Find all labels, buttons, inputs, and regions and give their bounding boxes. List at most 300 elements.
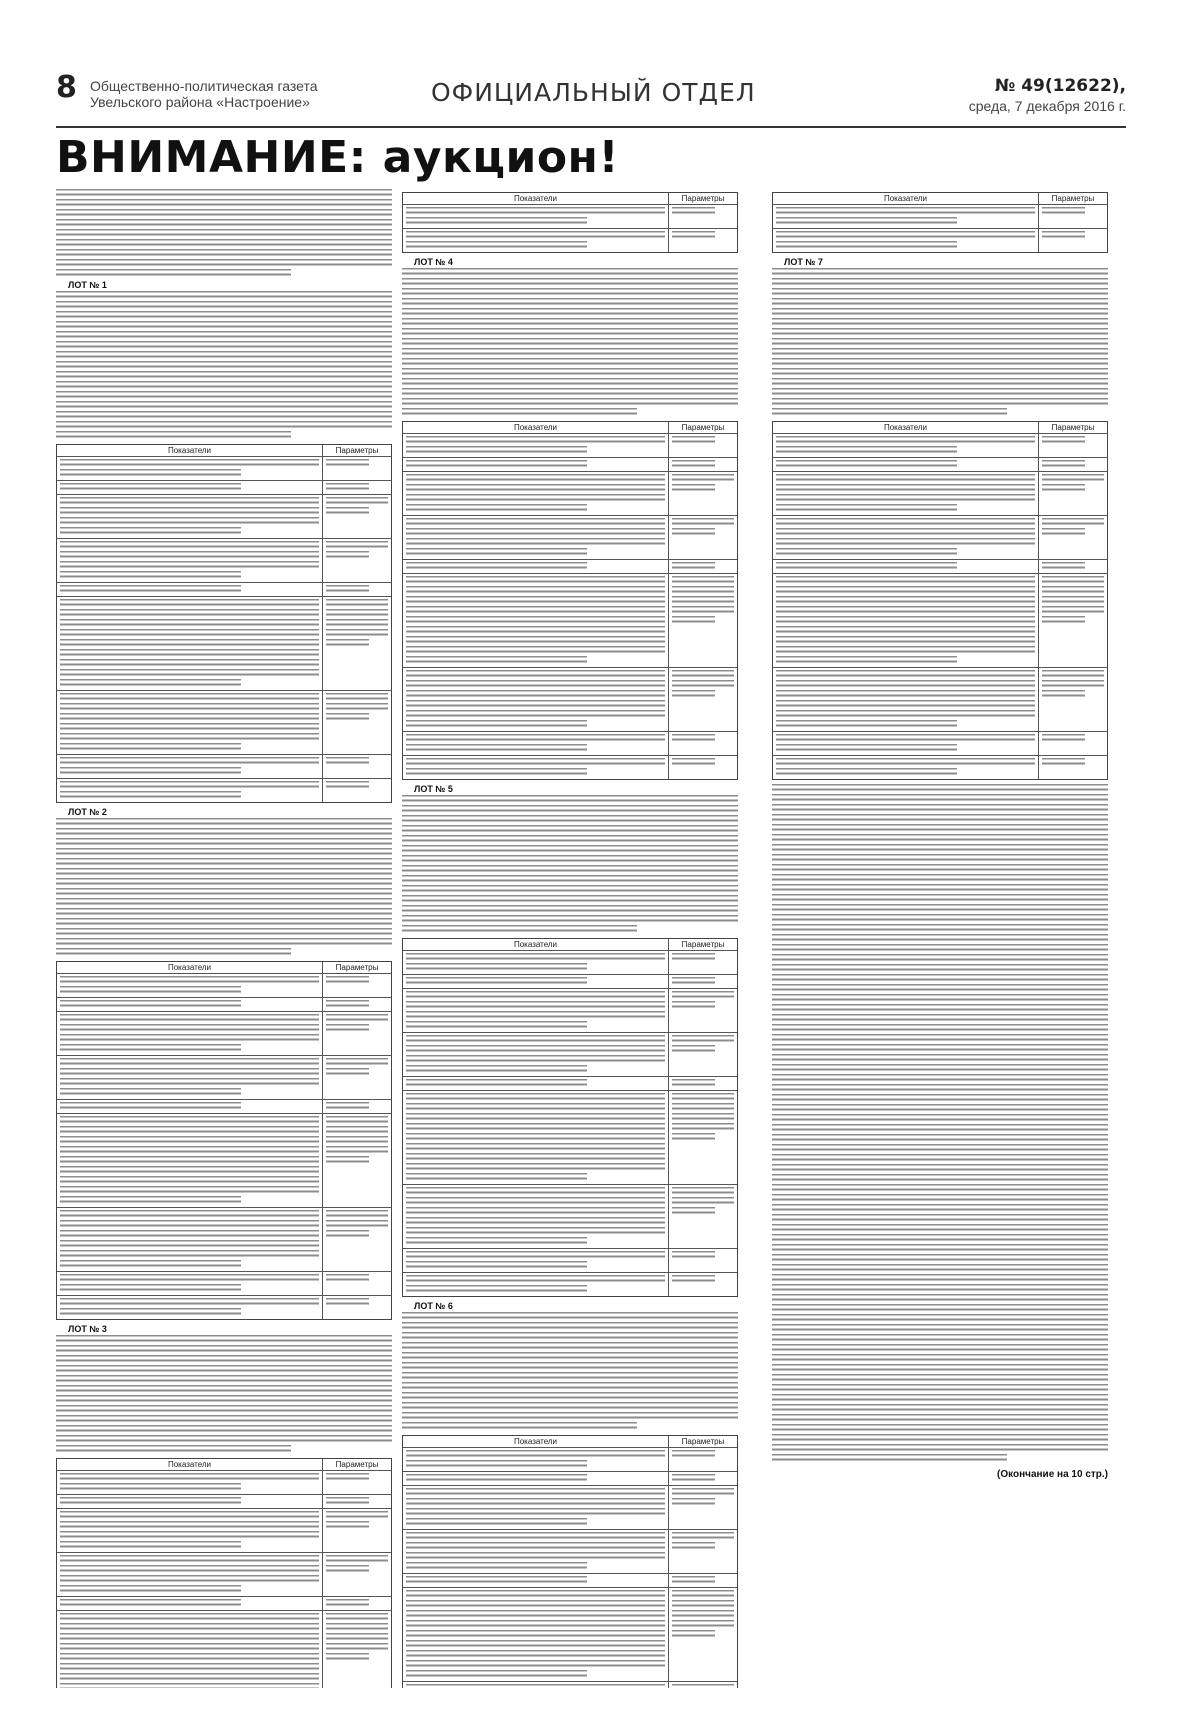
text-line	[60, 1585, 241, 1594]
text-line	[402, 915, 738, 924]
text-line	[56, 838, 392, 847]
text-line	[60, 1126, 319, 1135]
table-cell	[1039, 574, 1107, 667]
table-row	[403, 951, 737, 975]
table-row	[403, 1472, 737, 1486]
text-line	[406, 1207, 665, 1216]
text-line	[60, 669, 319, 678]
text-line	[56, 259, 392, 268]
text-line	[672, 1590, 734, 1599]
text-line	[1042, 562, 1085, 571]
table-cell	[773, 516, 1039, 559]
table-cell	[669, 732, 737, 755]
text-line	[772, 824, 1108, 833]
table-cell	[323, 1471, 391, 1494]
text-line	[326, 609, 388, 618]
text-line	[672, 977, 715, 986]
text-line	[60, 1633, 319, 1642]
text-line	[406, 977, 587, 986]
text-line	[60, 1663, 319, 1672]
text-line	[772, 338, 1108, 347]
table-cell	[669, 1185, 737, 1248]
text-line	[406, 241, 587, 250]
text-line	[56, 209, 392, 218]
text-line	[406, 1600, 665, 1609]
text-line	[772, 1164, 1108, 1173]
table-cell	[57, 1509, 323, 1552]
text-line	[402, 1352, 738, 1361]
text-line	[776, 720, 957, 729]
text-line	[56, 888, 392, 897]
text-line	[772, 1324, 1108, 1333]
text-line	[772, 1174, 1108, 1183]
table-cell	[669, 458, 737, 471]
continued-note: (Окончание на 10 стр.)	[997, 1469, 1108, 1480]
table-row	[57, 998, 391, 1012]
text-line	[672, 518, 734, 527]
text-line	[776, 528, 1035, 537]
text-line	[406, 1450, 665, 1459]
text-line	[672, 596, 734, 605]
table-header-row	[403, 193, 737, 205]
text-line	[772, 1274, 1108, 1283]
table-cell	[323, 481, 391, 494]
text-line	[772, 1234, 1108, 1243]
text-line	[326, 703, 388, 712]
text-line	[406, 1488, 665, 1497]
parameters-table	[402, 1435, 738, 1688]
text-line	[406, 1153, 665, 1162]
text-line	[60, 1196, 241, 1205]
text-line	[672, 616, 715, 625]
table-cell	[403, 1185, 669, 1248]
text-line	[326, 1156, 369, 1165]
text-line	[772, 974, 1108, 983]
text-line	[1042, 474, 1104, 483]
table-cell	[669, 756, 737, 779]
table-header-row	[57, 445, 391, 457]
text-line	[406, 1187, 665, 1196]
text-line	[406, 606, 665, 615]
table-cell	[669, 975, 737, 988]
text-line	[672, 1576, 715, 1585]
text-line	[60, 767, 241, 776]
text-line	[60, 629, 319, 638]
table-row	[57, 481, 391, 495]
text-line	[326, 1126, 388, 1135]
text-line	[402, 875, 738, 884]
table-row	[403, 1486, 737, 1530]
text-line	[56, 239, 392, 248]
text-line	[60, 743, 241, 752]
text-line	[406, 1163, 665, 1172]
text-line	[772, 1224, 1108, 1233]
text-line	[60, 1136, 319, 1145]
text-line	[772, 1154, 1108, 1163]
table-cell	[669, 434, 737, 457]
table-row	[403, 229, 737, 252]
text-line	[326, 483, 369, 492]
table-row	[57, 1471, 391, 1495]
table-cell	[57, 457, 323, 480]
table-cell	[323, 755, 391, 778]
table-row	[403, 1033, 737, 1077]
text-line	[776, 646, 1035, 655]
text-line	[56, 1335, 392, 1344]
text-line	[672, 734, 715, 743]
table-cell	[773, 574, 1039, 667]
text-line	[60, 619, 319, 628]
text-line	[772, 1084, 1108, 1093]
text-line	[772, 844, 1108, 853]
text-line	[672, 586, 734, 595]
table-row	[57, 1056, 391, 1100]
text-line	[402, 855, 738, 864]
table-cell	[403, 989, 669, 1032]
text-line	[60, 1034, 319, 1043]
text-line	[772, 1454, 1007, 1463]
table-cell	[669, 560, 737, 573]
text-line	[326, 507, 369, 516]
text-line	[776, 436, 1035, 445]
text-line	[776, 562, 957, 571]
text-line	[406, 720, 587, 729]
text-line	[406, 1650, 665, 1659]
text-line	[56, 321, 392, 330]
text-line	[56, 401, 392, 410]
table-cell	[403, 975, 669, 988]
text-line	[60, 1613, 319, 1622]
text-line	[1042, 680, 1104, 689]
text-line	[772, 1334, 1108, 1343]
table-header-row	[403, 939, 737, 951]
table-cell	[669, 1574, 737, 1587]
table-cell	[323, 1100, 391, 1113]
text-line	[672, 1093, 734, 1102]
table-cell	[1039, 458, 1107, 471]
table-cell	[773, 472, 1039, 515]
text-line	[326, 1058, 388, 1067]
header-rule	[56, 126, 1126, 128]
text-line	[772, 804, 1108, 813]
text-line	[326, 1643, 388, 1652]
table-header-cell: Показатели	[403, 193, 669, 204]
text-line	[672, 562, 715, 571]
table-row	[403, 1091, 737, 1185]
text-line	[772, 408, 1007, 417]
text-line	[406, 1670, 587, 1679]
text-line	[772, 368, 1108, 377]
text-line	[402, 1322, 738, 1331]
text-line	[406, 1552, 665, 1561]
table-row	[403, 1588, 737, 1682]
text-line	[772, 308, 1108, 317]
text-line	[56, 848, 392, 857]
table-row	[773, 560, 1107, 574]
text-line	[406, 1079, 587, 1088]
table-header-cell: Параметры	[681, 423, 725, 432]
table-cell	[669, 1682, 737, 1688]
table-cell	[323, 1114, 391, 1207]
text-line	[772, 794, 1108, 803]
table-cell	[323, 495, 391, 538]
table-row	[773, 516, 1107, 560]
text-line	[772, 318, 1108, 327]
text-line	[772, 1244, 1108, 1253]
text-line	[326, 1136, 388, 1145]
text-line	[56, 1435, 392, 1444]
table-cell	[323, 1495, 391, 1508]
text-line	[772, 1344, 1108, 1353]
table-row	[773, 205, 1107, 229]
text-line	[56, 381, 392, 390]
text-line	[772, 1384, 1108, 1393]
text-line	[326, 1274, 369, 1283]
table-cell	[323, 1272, 391, 1295]
text-line	[402, 905, 738, 914]
text-line	[326, 599, 388, 608]
text-line	[672, 1450, 715, 1459]
page-number: 8	[56, 70, 77, 105]
text-line	[1042, 616, 1085, 625]
text-line	[402, 388, 738, 397]
text-line	[326, 551, 369, 560]
text-line	[56, 1385, 392, 1394]
text-line	[672, 1001, 715, 1010]
text-line	[406, 562, 587, 571]
table-cell	[57, 974, 323, 997]
table-header-cell: Параметры	[681, 194, 725, 203]
text-line	[402, 268, 738, 277]
text-line	[772, 1094, 1108, 1103]
text-line	[326, 1521, 369, 1530]
text-line	[56, 928, 392, 937]
text-line	[776, 446, 957, 455]
text-line	[56, 199, 392, 208]
text-line	[772, 1184, 1108, 1193]
text-line	[402, 835, 738, 844]
table-cell	[403, 756, 669, 779]
table-row	[403, 1185, 737, 1249]
text-line	[60, 693, 319, 702]
lot-heading: ЛОТ № 5	[414, 784, 453, 794]
parameters-table	[772, 421, 1108, 780]
table-cell	[57, 1114, 323, 1207]
text-line	[772, 964, 1108, 973]
text-line	[406, 626, 665, 635]
text-line	[402, 408, 637, 417]
table-header-row	[403, 422, 737, 434]
page-header	[56, 70, 1126, 124]
text-line	[772, 864, 1108, 873]
text-line	[60, 497, 319, 506]
text-line	[672, 436, 715, 445]
text-line	[672, 484, 715, 493]
table-cell	[403, 205, 669, 228]
text-line	[406, 1498, 665, 1507]
text-line	[772, 1144, 1108, 1153]
text-line	[402, 805, 738, 814]
text-line	[772, 1124, 1108, 1133]
text-line	[772, 1444, 1108, 1453]
text-line	[326, 1511, 388, 1520]
text-line	[60, 1078, 319, 1087]
text-line	[776, 700, 1035, 709]
table-cell	[773, 756, 1039, 779]
text-line	[326, 1633, 388, 1642]
text-line	[60, 733, 319, 742]
table-row	[773, 229, 1107, 252]
text-line	[406, 1261, 587, 1270]
text-line	[56, 1365, 392, 1374]
text-line	[772, 1194, 1108, 1203]
table-cell	[323, 1056, 391, 1099]
text-line	[672, 953, 715, 962]
text-line	[672, 1610, 734, 1619]
text-line	[56, 229, 392, 238]
text-line	[406, 1518, 587, 1527]
text-line	[56, 878, 392, 887]
text-line	[56, 828, 392, 837]
text-line	[406, 1055, 665, 1064]
text-line	[60, 1308, 241, 1317]
text-line	[772, 934, 1108, 943]
text-line	[406, 1103, 665, 1112]
table-header-row	[57, 962, 391, 974]
issue-date: среда, 7 декабря 2016 г.	[968, 98, 1126, 114]
text-line	[326, 693, 388, 702]
table-row	[773, 574, 1107, 668]
text-line	[56, 1345, 392, 1354]
text-line	[406, 670, 665, 679]
text-line	[60, 1240, 319, 1249]
text-line	[402, 1422, 637, 1431]
text-line	[402, 358, 738, 367]
text-line	[772, 834, 1108, 843]
text-line	[60, 1068, 319, 1077]
text-line	[772, 1034, 1108, 1043]
table-cell	[669, 989, 737, 1032]
text-line	[672, 1600, 734, 1609]
table-cell	[669, 668, 737, 731]
table-header-row	[57, 1459, 391, 1471]
text-line	[772, 1254, 1108, 1263]
table-cell	[403, 1077, 669, 1090]
table-cell	[57, 998, 323, 1011]
text-line	[402, 1392, 738, 1401]
lot-heading: ЛОТ № 7	[784, 257, 823, 267]
table-header-cell: Параметры	[335, 963, 379, 972]
table-cell	[773, 434, 1039, 457]
table-cell	[669, 1091, 737, 1184]
text-line	[406, 646, 665, 655]
table-row	[57, 1553, 391, 1597]
text-line	[1042, 460, 1085, 469]
text-line	[406, 504, 587, 513]
text-line	[60, 703, 319, 712]
text-line	[60, 1044, 241, 1053]
text-line	[776, 494, 1035, 503]
text-line	[406, 1610, 665, 1619]
text-line	[56, 1355, 392, 1364]
text-line	[1042, 690, 1085, 699]
text-line	[402, 308, 738, 317]
table-row	[403, 560, 737, 574]
text-line	[56, 341, 392, 350]
table-cell	[403, 1273, 669, 1296]
text-line	[60, 517, 319, 526]
text-line	[672, 1275, 715, 1284]
text-line	[56, 858, 392, 867]
table-row	[773, 668, 1107, 732]
text-line	[772, 904, 1108, 913]
text-line	[672, 1113, 734, 1122]
text-line	[402, 815, 738, 824]
table-row	[57, 1611, 391, 1688]
text-line	[776, 460, 957, 469]
text-line	[406, 1001, 665, 1010]
text-line	[56, 898, 392, 907]
text-line	[772, 1024, 1108, 1033]
column-2	[402, 188, 738, 1688]
table-cell	[669, 1448, 737, 1471]
text-line	[406, 991, 665, 1000]
text-line	[772, 1114, 1108, 1123]
text-line	[776, 504, 957, 513]
text-line	[326, 1102, 369, 1111]
table-cell	[323, 1012, 391, 1055]
text-line	[406, 538, 665, 547]
text-line	[60, 1116, 319, 1125]
table-row	[773, 434, 1107, 458]
parameters-table	[772, 192, 1108, 253]
text-line	[672, 1207, 715, 1216]
text-line	[772, 814, 1108, 823]
table-header-cell: Показатели	[57, 1459, 323, 1470]
text-line	[60, 781, 319, 790]
table-cell	[323, 583, 391, 596]
table-cell	[773, 229, 1039, 252]
table-row	[403, 1077, 737, 1091]
table-row	[57, 1272, 391, 1296]
table-row	[773, 756, 1107, 779]
text-line	[406, 1123, 665, 1132]
text-line	[60, 1014, 319, 1023]
table-cell	[403, 1033, 669, 1076]
text-line	[406, 1660, 665, 1669]
text-line	[672, 1620, 734, 1629]
text-line	[672, 1474, 715, 1483]
text-line	[326, 1599, 369, 1608]
text-line	[672, 1498, 715, 1507]
text-line	[776, 596, 1035, 605]
table-header-cell: Показатели	[773, 193, 1039, 204]
text-line	[406, 1045, 665, 1054]
text-line	[672, 576, 734, 585]
table-row	[57, 1597, 391, 1611]
text-line	[1042, 231, 1085, 240]
table-row	[403, 516, 737, 560]
text-line	[776, 548, 957, 557]
text-line	[406, 963, 587, 972]
text-line	[60, 1473, 319, 1482]
text-line	[406, 1197, 665, 1206]
table-row	[773, 732, 1107, 756]
text-line	[772, 1374, 1108, 1383]
table-cell	[669, 951, 737, 974]
table-header-cell: Параметры	[1051, 194, 1095, 203]
text-line	[406, 1133, 665, 1142]
